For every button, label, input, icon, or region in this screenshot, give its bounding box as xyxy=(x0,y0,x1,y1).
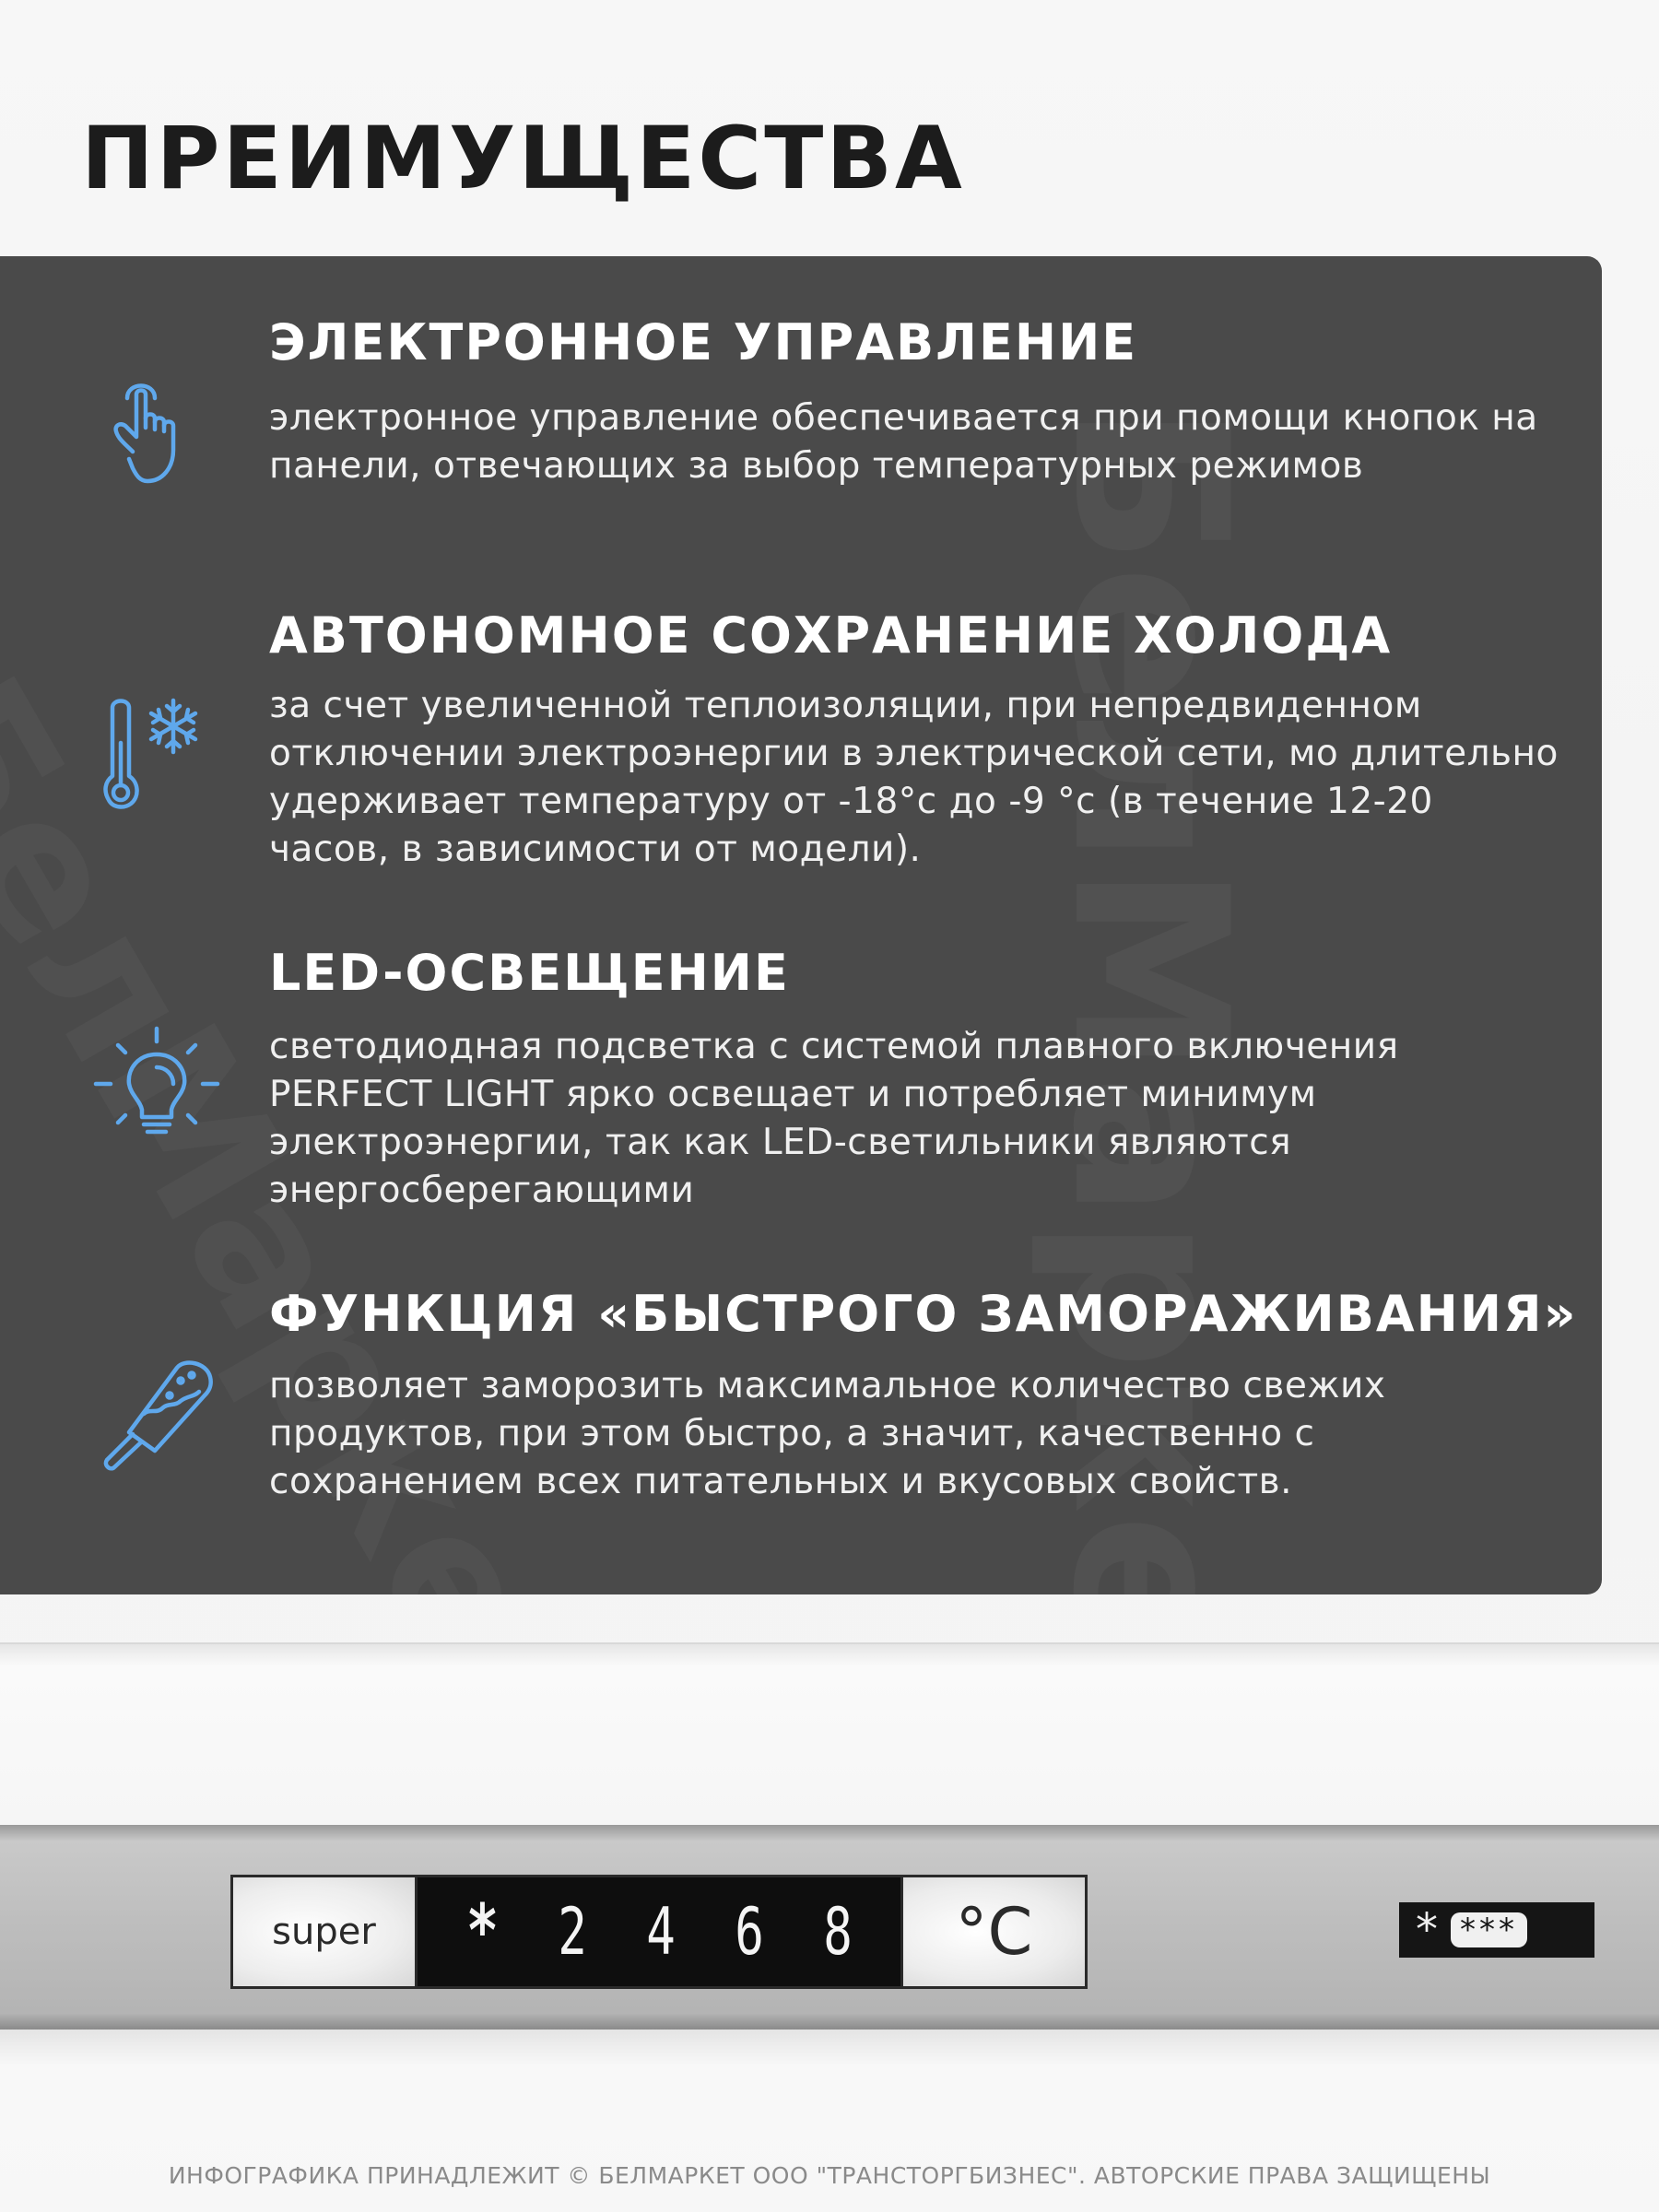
feature-description: позволяет заморозить максимальное количество свежих продуктов, при этом быстро, а значит, качественно с сохранением всех питательных и вкусовых свойств. xyxy=(269,1365,1386,1502)
celsius-button[interactable]: °C xyxy=(900,1877,1085,1986)
page-title: ПРЕИМУЩЕСТВА xyxy=(81,109,965,209)
thermometer-snowflake-icon xyxy=(88,689,218,818)
copyright-notice: ИНФОГРАФИКА ПРИНАДЛЕЖИТ © БЕЛМАРКЕТ ООО "ТРАНСТОРГБИЗНЕС". АВТОРСКИЕ ПРАВА ЗАЩИЩЕНЫ xyxy=(168,2162,1491,2189)
feature-title: ФУНКЦИЯ «БЫСТРОГО ЗАМОРАЖИВАНИЯ» xyxy=(269,1285,1578,1343)
feature-title: ЭЛЕКТРОННОЕ УПРАВЛЕНИЕ xyxy=(269,313,1138,371)
ice-cream-icon xyxy=(92,1349,221,1478)
features-panel xyxy=(0,256,1602,1594)
freezer-star-rating xyxy=(1399,1902,1594,1958)
super-button[interactable]: super xyxy=(233,1877,418,1986)
star-rating-big: * xyxy=(1416,1904,1438,1956)
snowflake-symbol: * xyxy=(465,1890,499,1973)
fridge-control-panel xyxy=(230,1875,1088,1989)
display-digit: 4 xyxy=(646,1894,677,1970)
lightbulb-icon xyxy=(92,1021,221,1150)
feature-description: светодиодная подсветка с системой плавного включения PERFECT LIGHT ярко освещает и потребляет минимум электроэнергии, так как LED-светильники являются энергосберегающими xyxy=(269,1026,1399,1211)
feature-description: электронное управление обеспечивается при помощи кнопок на панели, отвечающих за выбор температурных режимов xyxy=(269,397,1538,487)
display-digit: 2 xyxy=(558,1894,588,1970)
feature-title: LED-ОСВЕЩЕНИЕ xyxy=(269,944,790,1002)
feature-description: за счет увеличенной теплоизоляции, при непредвиденном отключении электроэнергии в электрической сети, мо длительно удерживает температуру от -18°c до -9 °c (в течение 12-20 часов, в зависимости от модели). xyxy=(269,685,1559,870)
temperature-display xyxy=(418,1877,900,1986)
feature-title: АВТОНОМНОЕ СОХРАНЕНИЕ ХОЛОДА xyxy=(269,606,1393,665)
display-digit: 6 xyxy=(735,1894,765,1970)
fridge-surface xyxy=(0,1642,1659,1827)
display-digit: 8 xyxy=(823,1894,853,1970)
touch-hand-icon xyxy=(92,367,221,496)
star-rating-small: *** xyxy=(1451,1912,1527,1947)
